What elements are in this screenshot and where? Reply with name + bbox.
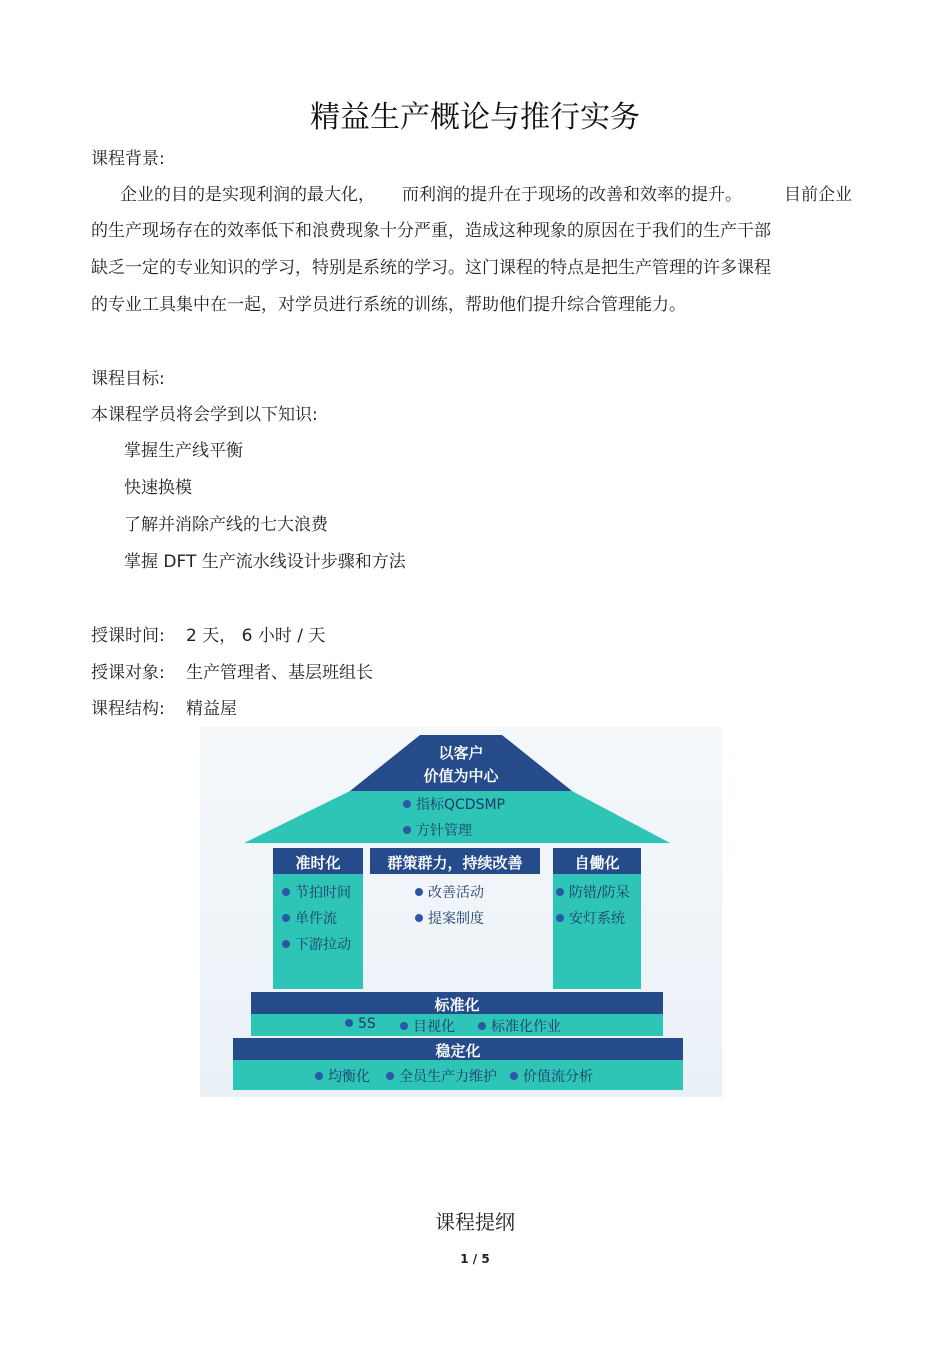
goal-item: 掌握生产线平衡 (124, 441, 243, 461)
stable-item: 均衡化 (315, 1066, 370, 1086)
background-line-2: 的生产现场存在的效率低下和浪费现象十分严重，造成这种现象的原因在于我们的生产干部 (91, 221, 771, 241)
background-line-4: 的专业工具集中在一起，对学员进行系统的训练，帮助他们提升综合管理能力。 (91, 295, 686, 315)
goal-item: 快速换模 (124, 478, 192, 498)
roof-title-line2: 价值为中心 (423, 767, 499, 785)
standard-item: 5S (345, 1016, 376, 1032)
left-pillar-item: 下游拉动 (282, 934, 351, 954)
background-line-1c: 目前企业 (784, 185, 852, 205)
center-item: 改善活动 (415, 882, 484, 902)
right-pillar-title: 自働化 (574, 854, 620, 872)
roof-item: 指标QCDSMP (403, 794, 505, 814)
center-title: 群策群力，持续改善 (387, 854, 523, 872)
stable-item: 全员生产力维护 (386, 1066, 497, 1086)
standard-title: 标准化 (434, 996, 480, 1014)
time-label: 授课时间: (91, 626, 165, 646)
background-line-1b: 而利润的提升在于现场的改善和效率的提升。 (402, 185, 742, 205)
standard-item: 目视化 (400, 1016, 455, 1036)
center-item: 提案制度 (415, 908, 484, 928)
page-number: 1 / 5 (460, 1252, 490, 1266)
outline-heading: 课程提纲 (435, 1210, 515, 1234)
goal-intro: 本课程学员将会学到以下知识: (91, 405, 318, 425)
left-pillar-title: 准时化 (295, 854, 341, 872)
audience-value: 生产管理者、基层班组长 (186, 663, 373, 683)
background-line-3: 缺乏一定的专业知识的学习，特别是系统的学习。这门课程的特点是把生产管理的许多课程 (91, 258, 771, 278)
left-pillar-item: 单件流 (282, 908, 337, 928)
time-value: 2 天， 6 小时 / 天 (186, 626, 326, 646)
stable-title: 稳定化 (435, 1042, 481, 1060)
document-title: 精益生产概论与推行实务 (310, 100, 640, 135)
goal-item: 了解并消除产线的七大浪费 (124, 515, 328, 535)
right-pillar-item: 安灯系统 (556, 908, 625, 928)
standard-item: 标准化作业 (478, 1016, 561, 1036)
left-pillar-item: 节拍时间 (282, 882, 351, 902)
standard-body (251, 1014, 663, 1036)
audience-label: 授课对象: (91, 663, 165, 683)
goal-item: 掌握 DFT 生产流水线设计步骤和方法 (124, 552, 406, 572)
background-heading: 课程背景: (91, 149, 165, 169)
stable-item: 价值流分析 (510, 1066, 593, 1086)
structure-value: 精益屋 (186, 699, 237, 719)
right-pillar-item: 防错/防呆 (556, 882, 630, 902)
structure-label: 课程结构: (91, 699, 165, 719)
roof-item: 方针管理 (403, 820, 472, 840)
roof-title-line1: 以客户 (438, 744, 484, 762)
goal-heading: 课程目标: (91, 369, 165, 389)
background-line-1a: 企业的目的是实现利润的最大化， (120, 185, 375, 205)
lean-house-diagram (200, 727, 722, 1097)
